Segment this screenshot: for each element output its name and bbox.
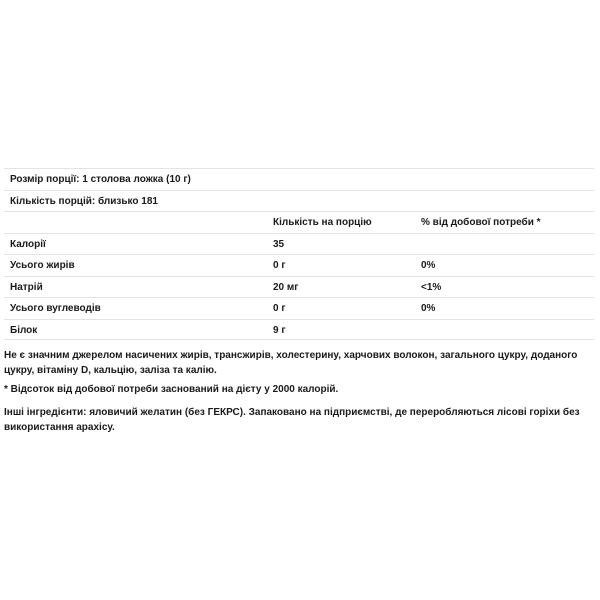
nutrient-name: Калорії bbox=[10, 238, 46, 250]
daily-value-footnote: * Відсоток від добової потреби заснований на дієту у 2000 калорій. bbox=[4, 384, 339, 395]
nutrient-amount: 35 bbox=[273, 238, 285, 250]
nutrient-dv: 0% bbox=[421, 260, 436, 271]
table-row bbox=[4, 233, 594, 255]
header-daily-value: % від добової потреби * bbox=[421, 217, 541, 228]
table-row bbox=[4, 297, 594, 319]
nutrient-name: Білок bbox=[10, 324, 38, 336]
nutrition-table bbox=[4, 168, 594, 340]
nutrient-dv: <1% bbox=[421, 281, 442, 293]
table-header-row bbox=[4, 211, 594, 233]
nutrient-name: Усього жирів bbox=[10, 260, 75, 271]
nutrient-name: Натрій bbox=[10, 281, 43, 293]
table-row bbox=[4, 276, 594, 298]
nutrient-amount: 0 г bbox=[273, 260, 286, 271]
nutrient-amount: 20 мг bbox=[273, 281, 299, 293]
nutrient-dv: 0% bbox=[421, 303, 436, 314]
header-amount: Кількість на порцію bbox=[273, 217, 372, 228]
serving-count-text: Кількість порцій: близько 181 bbox=[10, 195, 158, 207]
serving-count-row bbox=[4, 190, 594, 212]
nutrient-name: Усього вуглеводів bbox=[10, 303, 101, 314]
nutrient-amount: 0 г bbox=[273, 303, 286, 314]
table-row bbox=[4, 254, 594, 276]
serving-size-text: Розмір порції: 1 столова ложка (10 г) bbox=[10, 174, 191, 185]
ingredients-note: Інші інгредієнти: яловичий желатин (без ГЕКРС). Запаковано на підприємстві, де переробляються лісові горіхи без використання арахісу. bbox=[4, 407, 580, 433]
nutrient-amount: 9 г bbox=[273, 324, 286, 336]
table-row bbox=[4, 319, 594, 341]
not-significant-note: Не є значним джерелом насичених жирів, трансжирів, холестерину, харчових волокон, загального цукру, доданого цукру, вітаміну D, кальцію, заліза та калію. bbox=[4, 350, 578, 376]
serving-size-row bbox=[4, 168, 594, 190]
